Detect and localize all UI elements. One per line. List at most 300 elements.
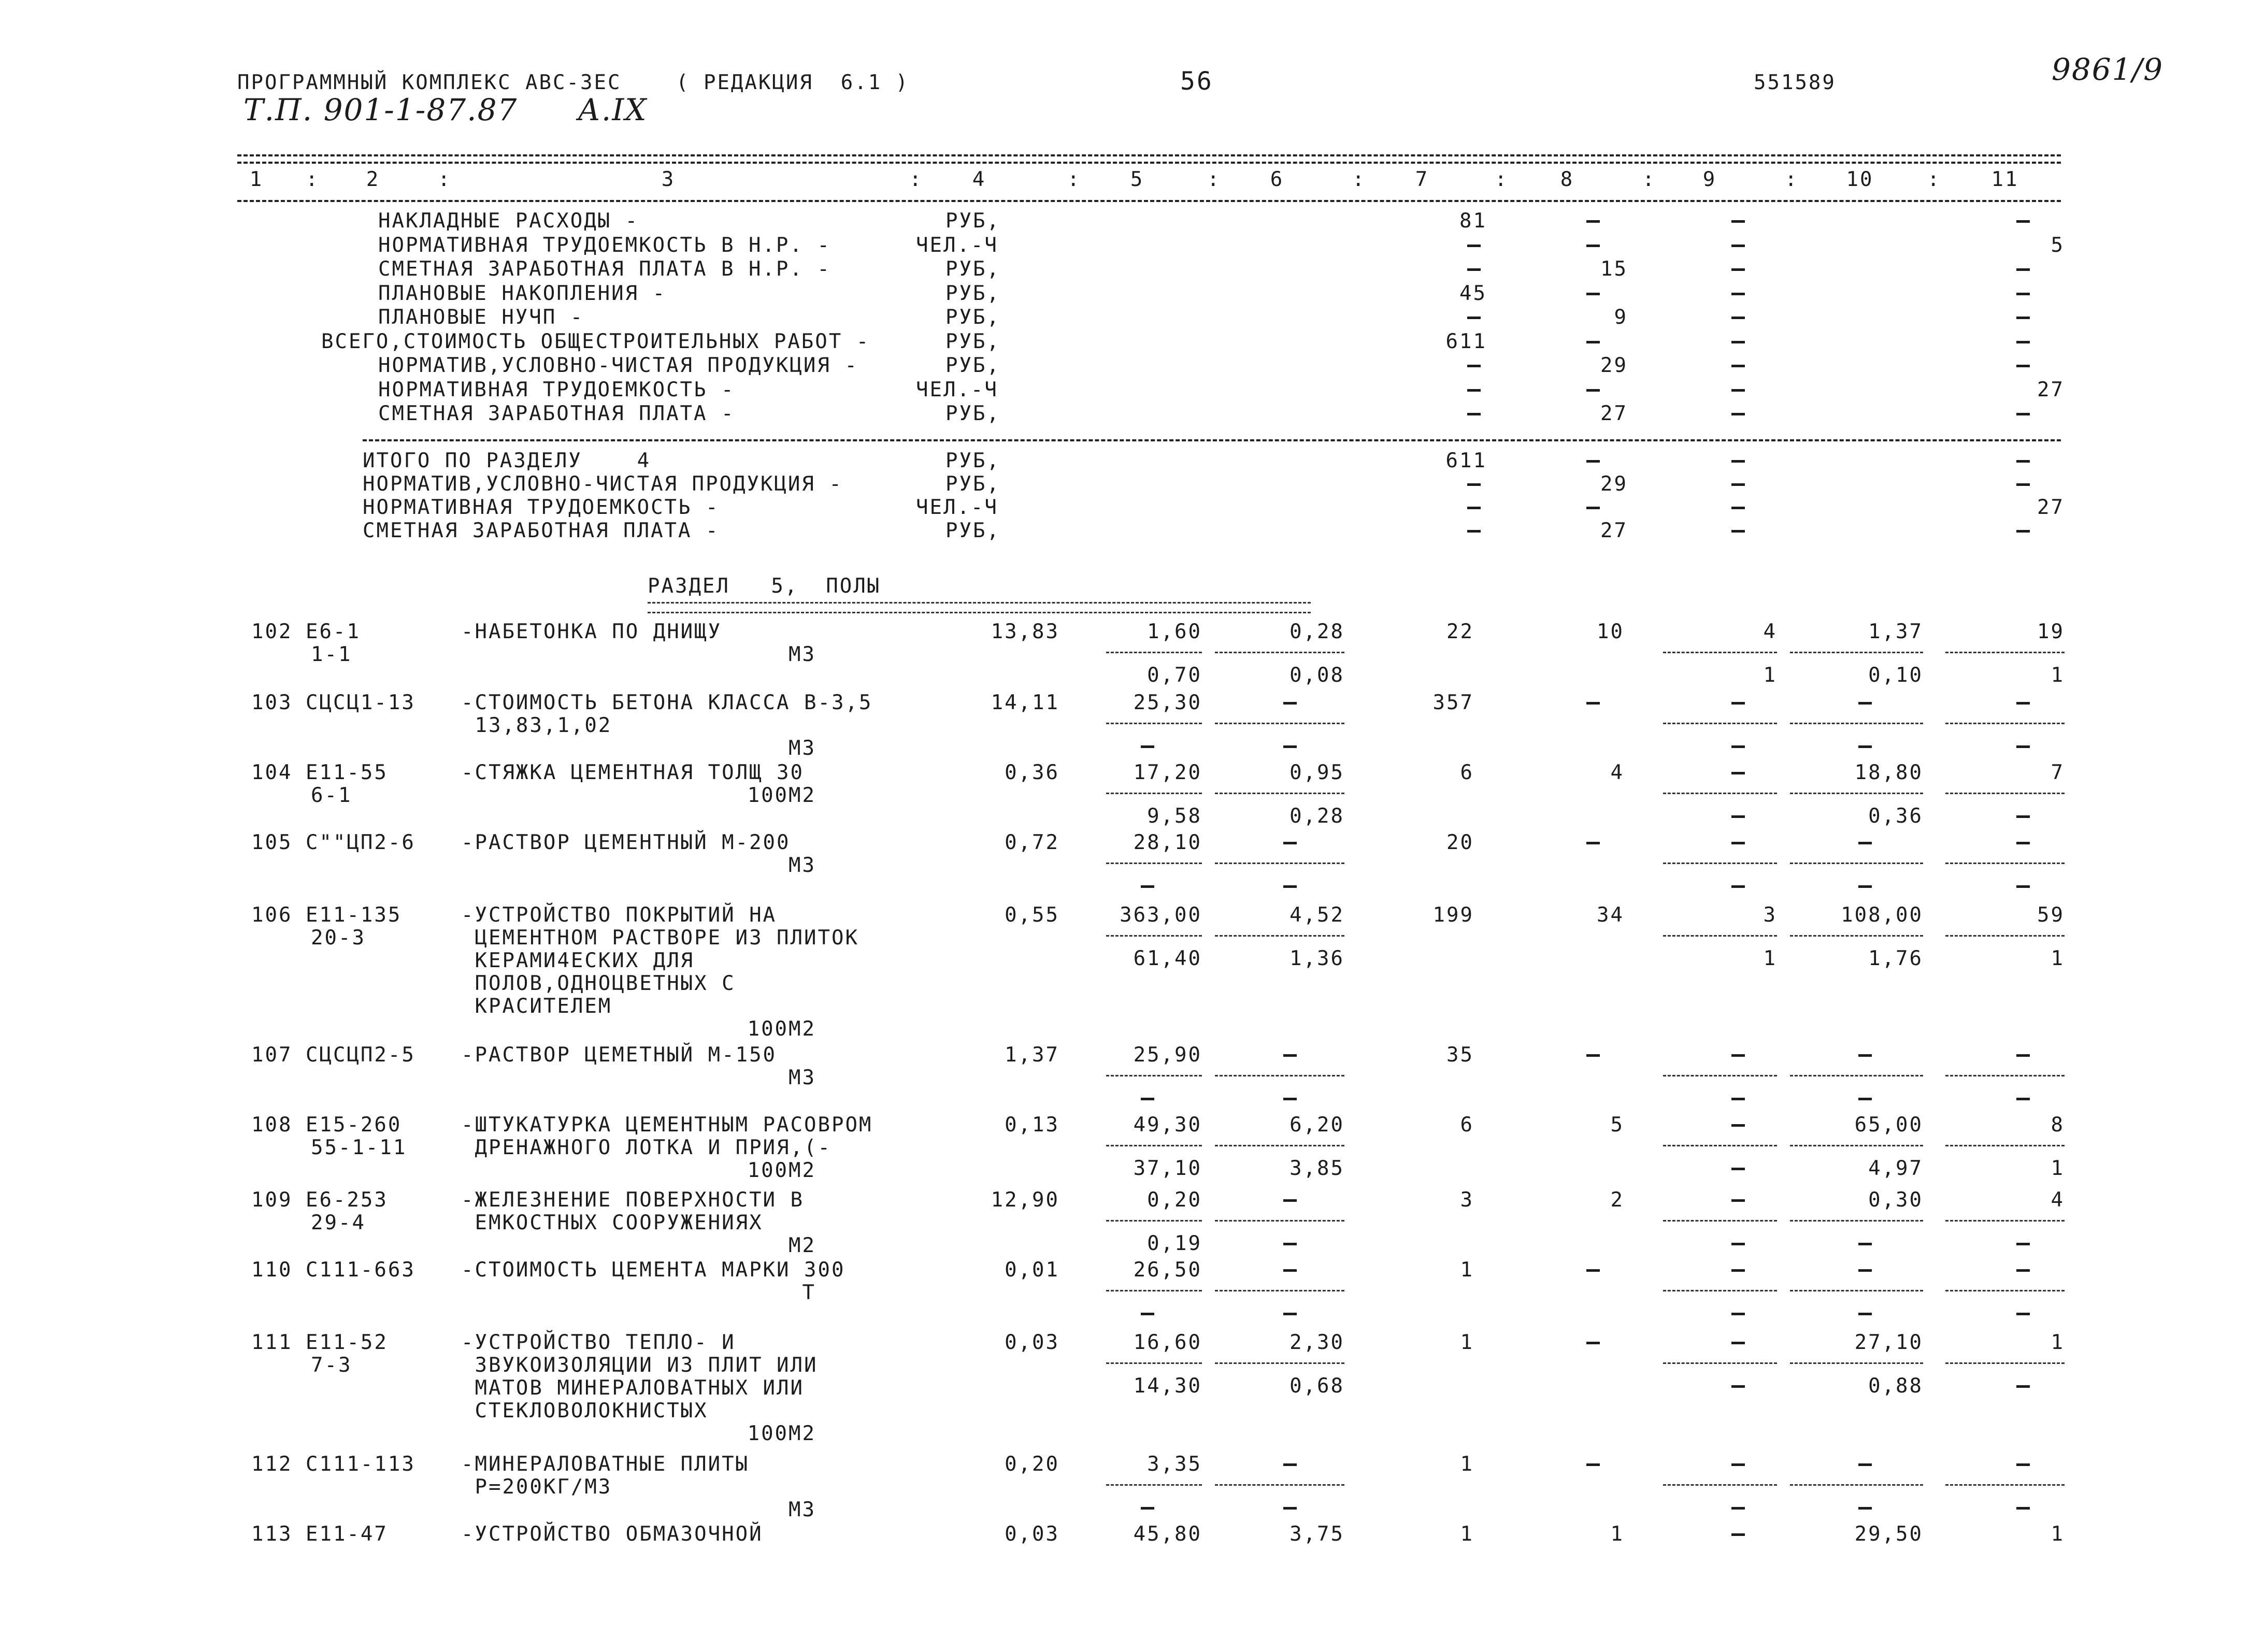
value-separator <box>1663 1362 1777 1364</box>
item-price: 1,60 <box>1147 620 1202 643</box>
value-separator <box>1663 863 1777 864</box>
value-separator <box>1215 1145 1344 1146</box>
item-machine-cost: 3,75 <box>1289 1522 1344 1546</box>
column-separator: : <box>1785 168 1799 191</box>
summary-col8 <box>1586 245 1600 247</box>
column-header-3: 3 <box>661 168 676 191</box>
item-unit: М2 <box>789 1234 816 1257</box>
item-labor: 108,00 <box>1841 903 1923 927</box>
item-quantity: 13,83 <box>991 620 1059 643</box>
item-total-cost: 35 <box>1446 1043 1474 1067</box>
item-price: 45,80 <box>1133 1522 1202 1546</box>
item-total-cost: 22 <box>1446 620 1474 643</box>
summary-col11: 27 <box>2037 378 2065 401</box>
corner-handwritten-mark: 9861/9 <box>2052 52 2164 87</box>
summary-col7 <box>1467 507 1481 509</box>
item-labor-b <box>1858 1098 1872 1100</box>
summary-unit: РУБ, <box>945 449 1000 472</box>
column-separator: : <box>1207 168 1221 191</box>
summary-col8 <box>1586 460 1600 463</box>
item-machine-wages <box>1283 1243 1297 1245</box>
summary-unit: РУБ, <box>945 402 1000 425</box>
column-separator: : <box>1067 168 1081 191</box>
item-number: 102 <box>251 620 293 643</box>
item-col9-b <box>1731 1098 1745 1100</box>
column-separator: : <box>909 168 923 191</box>
summary-col9 <box>1731 245 1745 247</box>
summary-col8 <box>1586 341 1600 343</box>
item-quantity: 0,01 <box>1005 1258 1059 1282</box>
item-machine-wages: 0,68 <box>1289 1374 1344 1398</box>
summary-unit: ЧЕЛ.-Ч <box>916 233 998 257</box>
value-separator <box>1106 935 1202 937</box>
summary-col11: 27 <box>2037 496 2065 519</box>
summary-col9 <box>1731 389 1745 392</box>
value-separator <box>1106 652 1202 653</box>
subtotal-rule <box>363 439 2061 441</box>
item-price-wages: 61,40 <box>1133 947 1202 970</box>
summary-label: НОРМАТИВНАЯ ТРУДОЕМКОСТЬ - <box>378 378 735 401</box>
item-col8: 4 <box>1610 761 1624 784</box>
summary-col8: 15 <box>1600 257 1628 281</box>
item-price-wages: 0,19 <box>1147 1232 1202 1255</box>
item-quantity: 12,90 <box>991 1188 1059 1212</box>
item-price-wages <box>1141 745 1154 748</box>
item-quantity: 0,72 <box>1005 831 1059 854</box>
item-unit: 100М2 <box>747 1422 816 1445</box>
summary-unit: РУБ, <box>945 306 1000 329</box>
item-code: 7-3 <box>311 1354 352 1377</box>
summary-label: НАКЛАДНЫЕ РАСХОДЫ - <box>378 209 639 233</box>
item-labor-b <box>1858 745 1872 748</box>
summary-col9 <box>1731 293 1745 295</box>
item-description: ЗВУКОИЗОЛЯЦИИ ИЗ ПЛИТ ИЛИ <box>461 1354 818 1377</box>
item-number: 108 <box>251 1113 293 1137</box>
summary-unit: РУБ, <box>945 354 1000 377</box>
item-code: 55-1-11 <box>311 1136 407 1159</box>
item-col9-b <box>1731 1313 1745 1315</box>
item-description: -НАБЕТОНКА ПО ДНИЩУ <box>461 620 722 643</box>
value-separator <box>1790 1220 1923 1222</box>
item-col8 <box>1586 1342 1600 1344</box>
column-header-4: 4 <box>972 168 986 191</box>
value-separator <box>1790 1290 1923 1291</box>
item-total-cost: 1 <box>1460 1453 1474 1476</box>
value-separator <box>1215 723 1344 724</box>
item-number: 112 <box>251 1453 293 1476</box>
column-header-10: 10 <box>1846 168 1874 191</box>
item-labor-b <box>1858 1243 1872 1245</box>
item-col11-b <box>2016 885 2030 888</box>
item-price: 16,60 <box>1133 1331 1202 1354</box>
value-separator <box>1663 723 1777 724</box>
summary-col7: 81 <box>1459 209 1487 233</box>
item-col11 <box>2016 702 2030 705</box>
summary-col9 <box>1731 220 1745 223</box>
item-description: ДРЕНАЖНОГО ЛОТКА И ПРИЯ,(- <box>461 1136 832 1159</box>
item-code: СЦСЦП2-5 <box>306 1043 415 1067</box>
value-separator <box>1215 1220 1344 1222</box>
item-total-cost: 6 <box>1460 1113 1474 1137</box>
item-description: -СТОИМОСТЬ БЕТОНА КЛАССА В-3,5 <box>461 691 873 714</box>
item-code: С""ЦП2-6 <box>306 831 415 854</box>
value-separator <box>1945 935 2065 937</box>
summary-col7: 611 <box>1445 449 1487 472</box>
item-col9 <box>1731 842 1745 844</box>
item-description: ЕМКОСТНЫХ СООРУЖЕНИЯХ <box>461 1211 763 1234</box>
item-number: 103 <box>251 691 293 714</box>
item-description: -РАСТВОР ЦЕМЕНТНЫЙ М-200 <box>461 831 791 854</box>
item-quantity: 1,37 <box>1005 1043 1059 1067</box>
item-col11-b: 1 <box>2051 947 2065 970</box>
item-col9-b <box>1731 1243 1745 1245</box>
item-quantity: 14,11 <box>991 691 1059 714</box>
summary-col11 <box>2016 413 2030 415</box>
item-col8: 10 <box>1597 620 1624 643</box>
item-col11-b <box>2016 1098 2030 1100</box>
item-col11-b <box>2016 1313 2030 1315</box>
item-description: КЕРАМИ4ЕСКИХ ДЛЯ <box>461 949 695 972</box>
summary-unit: РУБ, <box>945 257 1000 281</box>
summary-col11 <box>2016 530 2030 533</box>
item-labor-b <box>1858 885 1872 888</box>
item-col8 <box>1586 1269 1600 1272</box>
item-machine-wages <box>1283 1507 1297 1510</box>
item-machine-wages <box>1283 1098 1297 1100</box>
column-separator: : <box>1927 168 1941 191</box>
item-description: -ШТУКАТУРКА ЦЕМЕНТНЫМ РАСОВРОМ <box>461 1113 873 1137</box>
value-separator <box>1790 1362 1923 1364</box>
value-separator <box>1790 1075 1923 1076</box>
summary-col11: 5 <box>2051 233 2065 257</box>
item-code: Е11-52 <box>306 1331 388 1354</box>
summary-col11 <box>2016 220 2030 223</box>
column-separator: : <box>1642 168 1656 191</box>
item-labor <box>1858 842 1872 844</box>
value-separator <box>1663 1220 1777 1222</box>
item-col9 <box>1731 1269 1745 1272</box>
item-unit: 100М2 <box>747 784 816 807</box>
item-price-wages <box>1141 1098 1154 1100</box>
item-labor-b: 0,88 <box>1868 1374 1923 1398</box>
summary-col8 <box>1586 220 1600 223</box>
item-col9-b <box>1731 1507 1745 1510</box>
summary-label: ПЛАНОВЫЕ НУЧП - <box>378 306 584 329</box>
item-number: 104 <box>251 761 293 784</box>
item-description: МАТОВ МИНЕРАЛОВАТНЫХ ИЛИ <box>461 1376 804 1400</box>
summary-label: НОРМАТИВ,УСЛОВНО-ЧИСТАЯ ПРОДУКЦИЯ - <box>363 472 843 496</box>
summary-col9 <box>1731 460 1745 463</box>
item-labor <box>1858 1054 1872 1057</box>
page-number: 56 <box>1180 67 1213 96</box>
item-description: -СТЯЖКА ЦЕМЕНТНАЯ ТОЛЩ 30 <box>461 761 804 784</box>
item-description: -УСТРОЙСТВО ОБМАЗОЧНОЙ <box>461 1522 763 1546</box>
value-separator <box>1106 1362 1202 1364</box>
item-col11: 7 <box>2051 761 2065 784</box>
summary-col9 <box>1731 268 1745 271</box>
item-description: Р=200КГ/М3 <box>461 1475 612 1499</box>
value-separator <box>1215 1484 1344 1486</box>
item-machine-wages <box>1283 885 1297 888</box>
summary-unit: РУБ, <box>945 209 1000 233</box>
item-unit: М3 <box>789 643 816 666</box>
summary-col7: 611 <box>1445 329 1487 353</box>
value-separator <box>1215 1290 1344 1291</box>
item-machine-cost: 6,20 <box>1289 1113 1344 1137</box>
summary-col9 <box>1731 507 1745 509</box>
column-header-8: 8 <box>1560 168 1574 191</box>
value-separator <box>1106 1075 1202 1076</box>
document-number: 551589 <box>1754 71 1836 94</box>
item-price-wages <box>1141 885 1154 888</box>
summary-col8: 27 <box>1600 402 1628 425</box>
item-machine-wages: 0,08 <box>1289 664 1344 687</box>
value-separator <box>1215 1362 1344 1364</box>
item-col11 <box>2016 842 2030 844</box>
item-unit: М3 <box>789 1066 816 1089</box>
item-col11-b <box>2016 1243 2030 1245</box>
summary-col9 <box>1731 317 1745 319</box>
item-col8: 5 <box>1610 1113 1624 1137</box>
item-description: ПОЛОВ,ОДНОЦВЕТНЫХ С <box>461 972 736 995</box>
item-code: Е11-47 <box>306 1522 388 1546</box>
item-price: 0,20 <box>1147 1188 1202 1212</box>
summary-col8 <box>1586 389 1600 392</box>
summary-col11 <box>2016 460 2030 463</box>
item-machine-wages <box>1283 1313 1297 1315</box>
item-col8 <box>1586 702 1600 705</box>
summary-col9 <box>1731 365 1745 367</box>
item-description: ЦЕМЕНТНОМ РАСТВОРЕ ИЗ ПЛИТОК <box>461 926 859 950</box>
item-machine-cost: 0,95 <box>1289 761 1344 784</box>
item-number: 107 <box>251 1043 293 1067</box>
item-code: 20-3 <box>311 926 366 950</box>
summary-unit: РУБ, <box>945 472 1000 496</box>
item-number: 105 <box>251 831 293 854</box>
item-description: -СТОИМОСТЬ ЦЕМЕНТА МАРКИ 300 <box>461 1258 846 1282</box>
item-labor: 0,30 <box>1868 1188 1923 1212</box>
item-unit: 100М2 <box>747 1159 816 1182</box>
item-col11: 4 <box>2051 1188 2065 1212</box>
item-quantity: 0,55 <box>1005 903 1059 927</box>
column-header-2: 2 <box>366 168 380 191</box>
item-number: 106 <box>251 903 293 927</box>
item-col11 <box>2016 1463 2030 1466</box>
item-col9 <box>1731 1463 1745 1466</box>
item-col11-b <box>2016 745 2030 748</box>
summary-col9 <box>1731 341 1745 343</box>
item-quantity: 0,03 <box>1005 1522 1059 1546</box>
item-total-cost: 1 <box>1460 1331 1474 1354</box>
value-separator <box>1663 1145 1777 1146</box>
value-separator <box>1663 793 1777 794</box>
item-labor: 65,00 <box>1854 1113 1923 1137</box>
column-header-9: 9 <box>1702 168 1717 191</box>
item-code: Е15-260 <box>306 1113 402 1137</box>
summary-col8 <box>1586 507 1600 509</box>
item-price-wages: 37,10 <box>1133 1157 1202 1180</box>
summary-col9 <box>1731 483 1745 486</box>
item-col9-b: 1 <box>1763 947 1777 970</box>
item-col8 <box>1586 1054 1600 1057</box>
item-unit: М3 <box>789 737 816 760</box>
value-separator <box>1106 723 1202 724</box>
item-machine-cost: 4,52 <box>1289 903 1344 927</box>
section-title: РАЗДЕЛ 5, ПОЛЫ <box>648 574 881 598</box>
item-machine-wages: 1,36 <box>1289 947 1344 970</box>
item-col9-b <box>1731 745 1745 748</box>
value-separator <box>1663 935 1777 937</box>
item-total-cost: 1 <box>1460 1522 1474 1546</box>
item-price-wages: 14,30 <box>1133 1374 1202 1398</box>
item-price-wages: 9,58 <box>1147 805 1202 828</box>
value-separator <box>1106 1290 1202 1291</box>
column-header-6: 6 <box>1270 168 1284 191</box>
item-total-cost: 199 <box>1432 903 1474 927</box>
value-separator <box>1106 1145 1202 1146</box>
item-price-wages: 0,70 <box>1147 664 1202 687</box>
item-price: 28,10 <box>1133 831 1202 854</box>
item-labor: 1,37 <box>1868 620 1923 643</box>
value-separator <box>1945 1075 2065 1076</box>
value-separator <box>1790 1145 1923 1146</box>
summary-col8 <box>1586 293 1600 295</box>
item-number: 111 <box>251 1331 293 1354</box>
column-separator: : <box>1495 168 1509 191</box>
item-machine-wages: 3,85 <box>1289 1157 1344 1180</box>
item-col8: 2 <box>1610 1188 1624 1212</box>
item-col11-b <box>2016 815 2030 818</box>
value-separator <box>1663 1290 1777 1291</box>
summary-col9 <box>1731 413 1745 415</box>
value-separator <box>1106 1220 1202 1222</box>
column-separator: : <box>438 168 452 191</box>
column-separator: : <box>306 168 320 191</box>
summary-col11 <box>2016 293 2030 295</box>
item-col8: 1 <box>1610 1522 1624 1546</box>
header-top-rule-2 <box>237 162 2061 164</box>
value-separator <box>1215 793 1344 794</box>
item-quantity: 0,03 <box>1005 1331 1059 1354</box>
item-total-cost: 20 <box>1446 831 1474 854</box>
item-labor: 27,10 <box>1854 1331 1923 1354</box>
item-quantity: 0,13 <box>1005 1113 1059 1137</box>
item-col11-b <box>2016 1385 2030 1388</box>
column-header-1: 1 <box>249 168 264 191</box>
item-description: -ЖЕЛЕЗНЕНИЕ ПОВЕРХНОСТИ В <box>461 1188 804 1212</box>
item-price: 49,30 <box>1133 1113 1202 1137</box>
item-description: -РАСТВОР ЦЕМЕТНЫЙ М-150 <box>461 1043 777 1067</box>
column-header-7: 7 <box>1415 168 1429 191</box>
item-labor <box>1858 702 1872 705</box>
item-labor <box>1858 1269 1872 1272</box>
item-code: Е6-1 <box>306 620 361 643</box>
item-col11 <box>2016 1269 2030 1272</box>
item-price: 17,20 <box>1133 761 1202 784</box>
item-col8 <box>1586 1463 1600 1466</box>
value-separator <box>1215 652 1344 653</box>
summary-label: НОРМАТИВ,УСЛОВНО-ЧИСТАЯ ПРОДУКЦИЯ - <box>378 354 858 377</box>
album-handwritten: А.IX <box>578 92 648 127</box>
item-price-wages <box>1141 1313 1154 1315</box>
value-separator <box>1106 793 1202 794</box>
item-machine-wages <box>1283 745 1297 748</box>
item-labor-b <box>1858 1313 1872 1315</box>
item-labor <box>1858 1463 1872 1466</box>
value-separator <box>1215 935 1344 937</box>
item-description: 13,83,1,02 <box>461 714 612 737</box>
item-total-cost: 1 <box>1460 1258 1474 1282</box>
item-code: С111-663 <box>306 1258 415 1282</box>
summary-col9 <box>1731 530 1745 533</box>
value-separator <box>1790 652 1923 653</box>
summary-unit: ЧЕЛ.-Ч <box>916 496 998 519</box>
item-code: Е11-135 <box>306 903 402 927</box>
item-col8 <box>1586 842 1600 844</box>
summary-col7: 45 <box>1459 281 1487 305</box>
summary-label: ИТОГО ПО РАЗДЕЛУ 4 <box>363 449 651 472</box>
item-labor-b: 4,97 <box>1868 1157 1923 1180</box>
item-machine-cost: 0,28 <box>1289 620 1344 643</box>
summary-label: ПЛАНОВЫЕ НАКОПЛЕНИЯ - <box>378 281 667 305</box>
item-price: 25,30 <box>1133 691 1202 714</box>
item-price: 25,90 <box>1133 1043 1202 1067</box>
item-price: 363,00 <box>1120 903 1202 927</box>
summary-col8: 9 <box>1614 306 1628 329</box>
value-separator <box>1945 1220 2065 1222</box>
value-separator <box>1790 935 1923 937</box>
item-col11: 59 <box>2037 903 2065 927</box>
item-col11 <box>2016 1054 2030 1057</box>
item-number: 109 <box>251 1188 293 1212</box>
item-total-cost: 357 <box>1432 691 1474 714</box>
value-separator <box>1790 1484 1923 1486</box>
summary-col8: 29 <box>1600 472 1628 496</box>
value-separator <box>1945 793 2065 794</box>
item-col9-b: 1 <box>1763 664 1777 687</box>
item-code: СЦСЦ1-13 <box>306 691 415 714</box>
summary-col8: 27 <box>1600 519 1628 542</box>
value-separator <box>1106 863 1202 864</box>
summary-col8: 29 <box>1600 354 1628 377</box>
value-separator <box>1945 1362 2065 1364</box>
item-labor: 29,50 <box>1854 1522 1923 1546</box>
item-col9: 3 <box>1763 903 1777 927</box>
summary-col11 <box>2016 317 2030 319</box>
summary-label: СМЕТНАЯ ЗАРАБОТНАЯ ПЛАТА - <box>363 519 720 542</box>
value-separator <box>1106 1484 1202 1486</box>
item-col9: 4 <box>1763 620 1777 643</box>
project-handwritten: Т.П. 901-1-87.87 <box>243 92 518 127</box>
value-separator <box>1945 1290 2065 1291</box>
item-description: -УСТРОЙСТВО ПОКРЫТИЙ НА <box>461 903 777 927</box>
header-bottom-rule <box>237 200 2061 202</box>
item-number: 110 <box>251 1258 293 1282</box>
item-machine-wages: 0,28 <box>1289 805 1344 828</box>
summary-col11 <box>2016 341 2030 343</box>
summary-label: СМЕТНАЯ ЗАРАБОТНАЯ ПЛАТА - <box>378 402 735 425</box>
column-header-5: 5 <box>1130 168 1144 191</box>
item-price-wages <box>1141 1507 1154 1510</box>
item-price: 3,35 <box>1147 1453 1202 1476</box>
item-quantity: 0,20 <box>1005 1453 1059 1476</box>
value-separator <box>1945 723 2065 724</box>
value-separator <box>1945 652 2065 653</box>
item-unit: Т <box>802 1281 816 1304</box>
item-description: КРАСИТЕЛЕМ <box>461 995 612 1018</box>
item-description: -МИНЕРАЛОВАТНЫЕ ПЛИТЫ <box>461 1453 750 1476</box>
header-top-rule <box>237 154 2061 156</box>
